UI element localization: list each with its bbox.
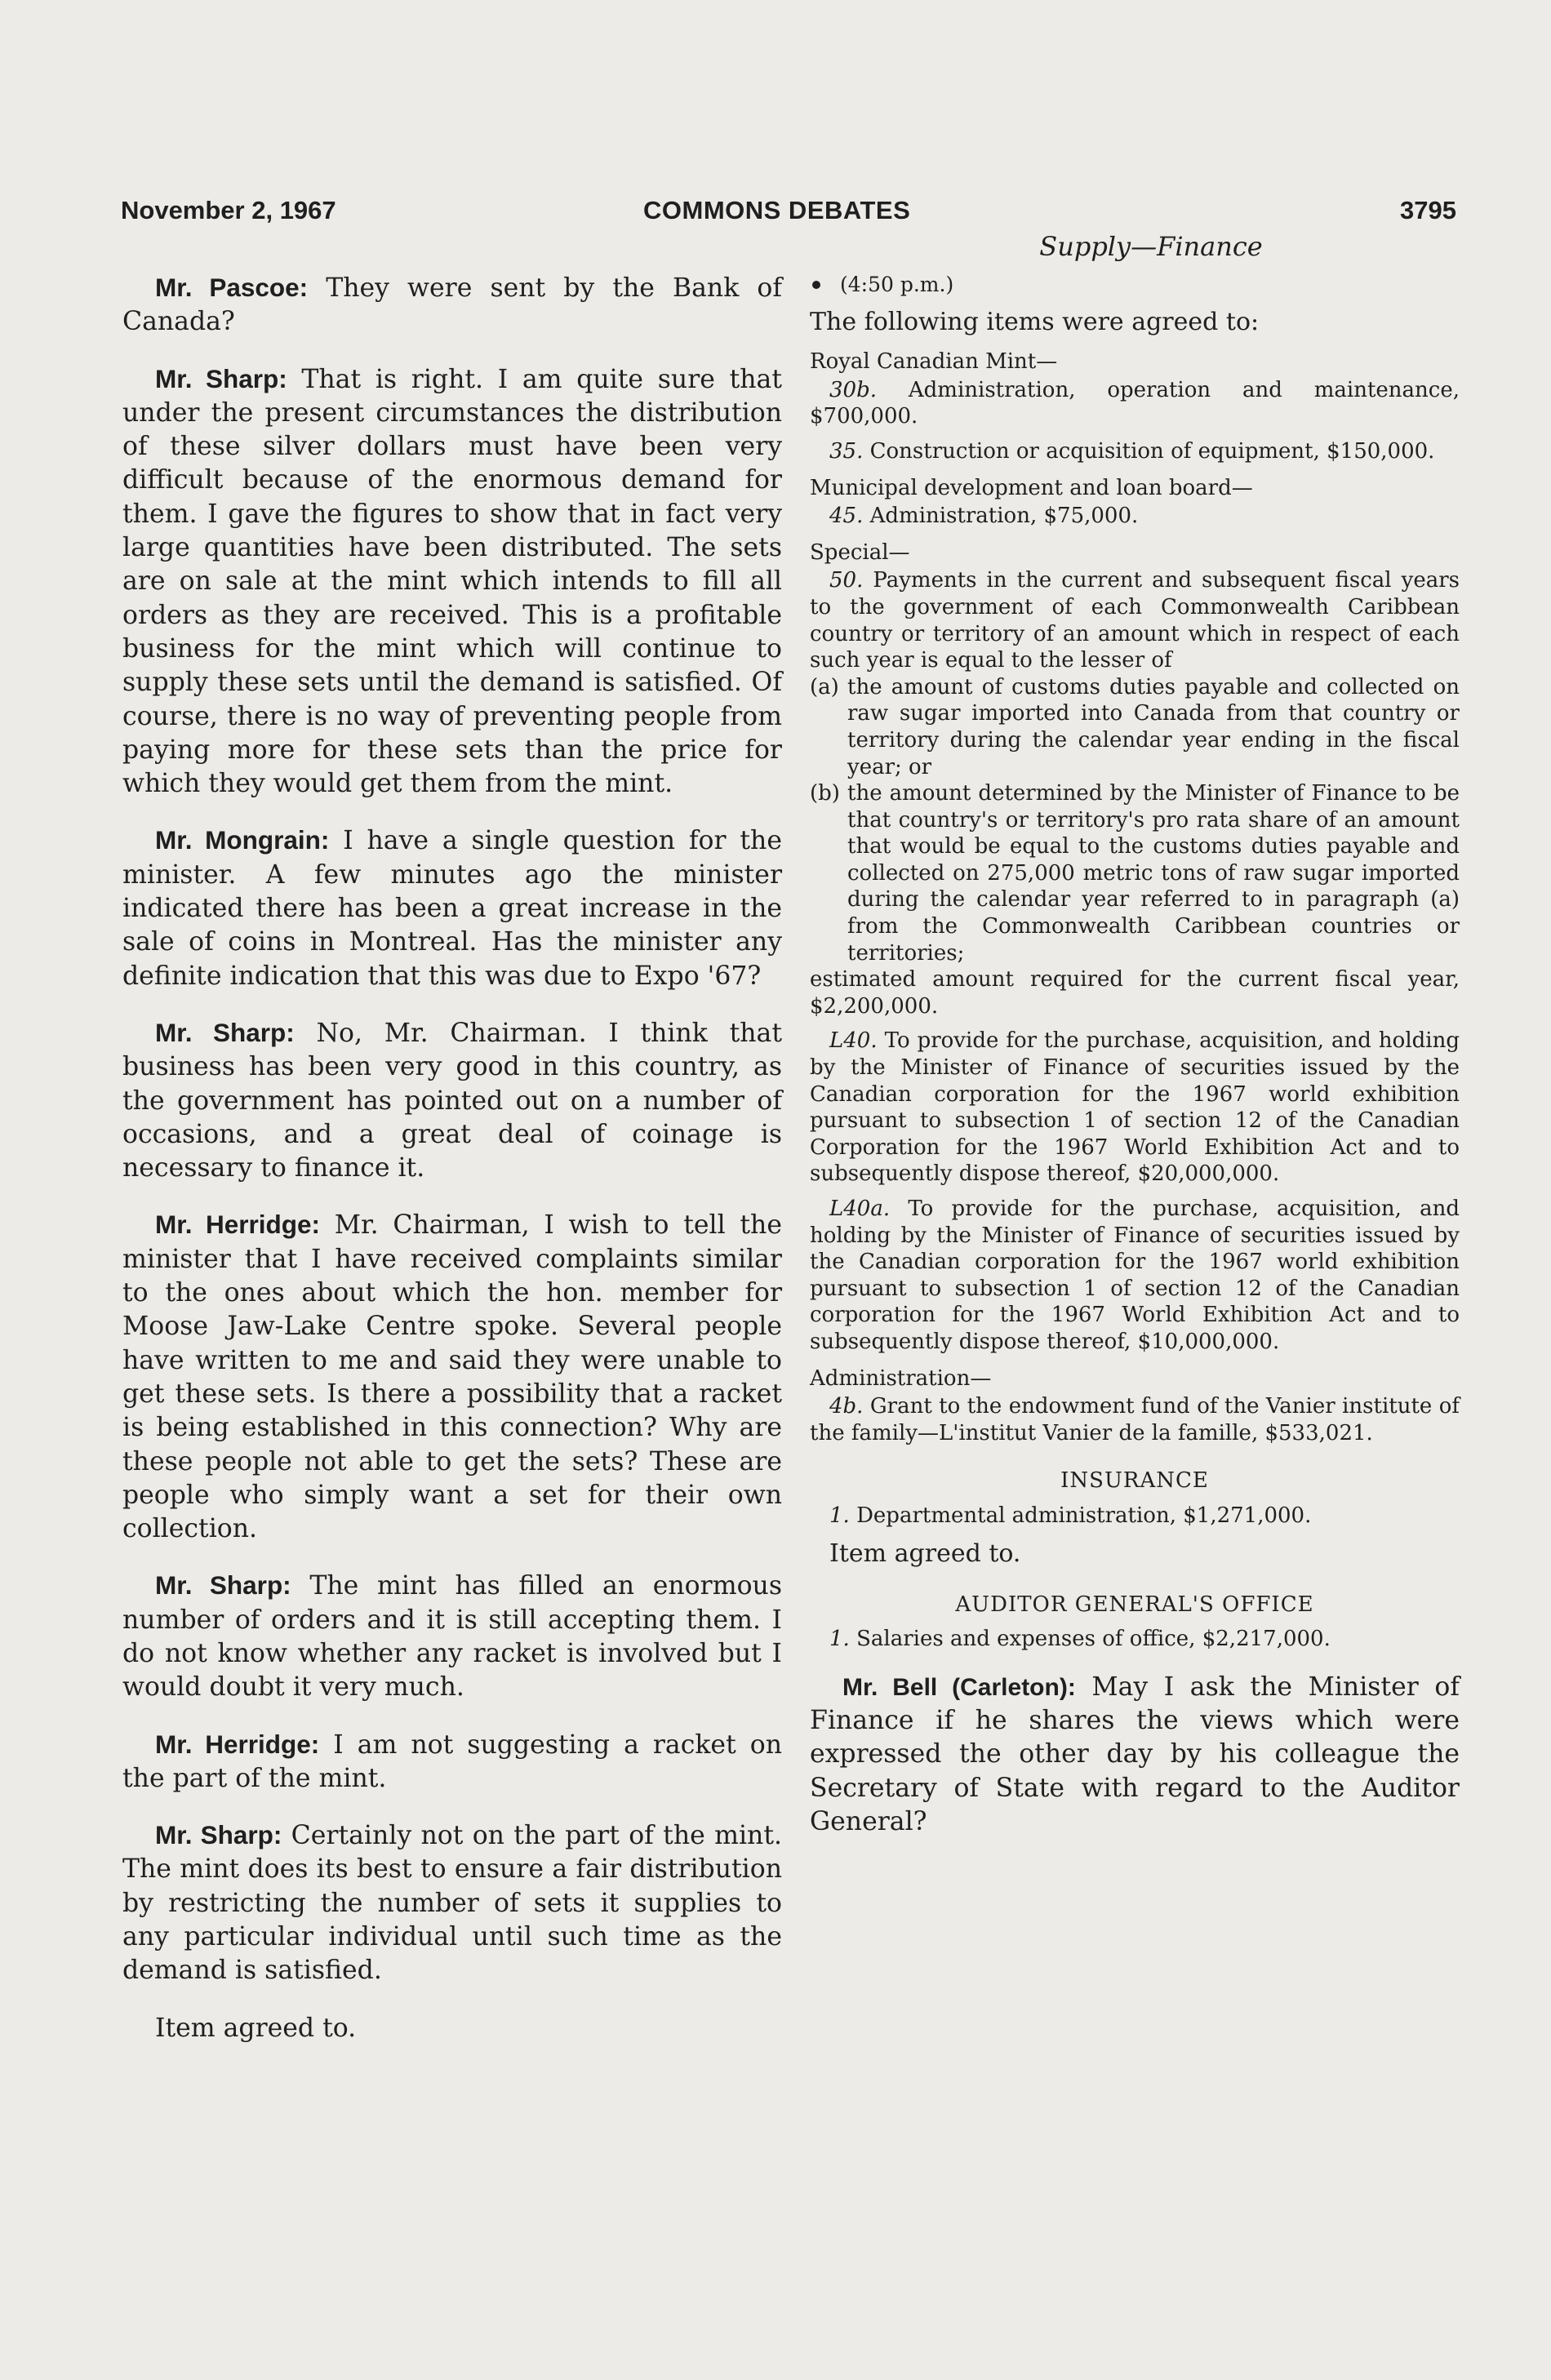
paragraph — [122, 271, 782, 340]
item-agreed-text: Item agreed to. — [155, 2013, 357, 2043]
vote-text: To provide for the purchase, acquisition, and holding by the Minister of Finance of securities issued by the Canadian corporation for the 1967 world exhibition pursuant to subsection 1 of section 12 of the Canadian corporation for the 1967 World Exhibition Act and to subsequently dispose thereof, $10,000,000. — [810, 1197, 1460, 1354]
vote-item — [810, 503, 1460, 530]
speaker-name: Mr. Sharp: — [155, 363, 287, 393]
vote-text: Departmental administration, $1,271,000. — [849, 1503, 1312, 1528]
auditor-heading: AUDITOR GENERAL'S OFFICE — [955, 1592, 1314, 1617]
speaker-name: Mr. Mongrain: — [155, 825, 330, 855]
header-publication: COMMONS DEBATES — [643, 196, 911, 224]
speech-text: I am not suggesting a racket on the part of the mint. — [122, 1729, 782, 1793]
paragraph — [122, 1569, 782, 1704]
speaker-name: Mr. Sharp: — [155, 1820, 282, 1850]
page-header — [121, 196, 1456, 235]
sub-text: the amount determined by the Minister of Finance to be that country's or territory's pro rata share of an amount that would be equal to the customs duties payable and collected on 275,000 metric tons of raw sugar imported during the calendar year referred to in paragraph (a) from the Commonwealth Caribbean countries or territories; — [847, 781, 1460, 966]
vote-number: 1. — [829, 1503, 850, 1528]
speech-text: I have a single question for the minister. A few minutes ago the minister indicated there has been a great increase in the sale of coins in Montreal. Has the minister any definite indication that this was due to Expo '67? — [122, 826, 782, 991]
estimate-text: estimated amount required for the current fiscal year, $2,200,000. — [810, 967, 1460, 1019]
vote-number: 35. — [829, 438, 864, 464]
vote-number: L40a. — [829, 1197, 891, 1221]
sub-text: the amount of customs duties payable and collected on raw sugar imported into Canada from that country or territory during the calendar year ending in the fiscal year; or — [847, 674, 1460, 779]
bullet-icon — [812, 281, 820, 289]
vote-text: Administration, $75,000. — [863, 504, 1139, 529]
paragraph — [810, 1671, 1460, 1839]
agreed-intro: The following items were agreed to: — [810, 308, 1260, 337]
right-column — [810, 233, 1460, 1839]
paragraph — [122, 824, 782, 992]
paragraph — [122, 1208, 782, 1546]
time-stamp — [810, 272, 1460, 299]
vote-number: 30b. — [829, 377, 877, 402]
time-text: (4:50 p.m.) — [840, 272, 954, 296]
speaker-name: Mr. Sharp: — [155, 1570, 291, 1601]
vote-item — [810, 1196, 1460, 1356]
item-agreed-text: Item agreed to. — [829, 1539, 1021, 1568]
paragraph — [122, 1728, 782, 1796]
administration-heading: Administration— — [810, 1365, 992, 1391]
speaker-name: Mr. Bell (Carleton): — [842, 1673, 1076, 1701]
speech-text: The mint has filled an enormous number of orders and it is still accepting them. I do not know whether any racket is involved but I would doubt it very much. — [122, 1571, 782, 1703]
sub-paragraph-b — [810, 780, 1460, 966]
paragraph — [122, 1016, 782, 1185]
vote-text: Grant to the endowment fund of the Vanier institute of the family—L'institut Vanier de la famille, $533,021. — [810, 1394, 1460, 1445]
speech-text: They were sent by the Bank of Canada? — [122, 273, 782, 337]
speaker-name: Mr. Pascoe: — [155, 273, 309, 302]
insurance-heading: INSURANCE — [1060, 1468, 1209, 1494]
speech-text: No, Mr. Chairman. I think that business has been very good in this country, as the government has pointed out on a number of occasions, and a great deal of coinage is necessary to finance it. — [122, 1018, 782, 1183]
vote-number: 45. — [829, 504, 864, 529]
vote-number: 1. — [829, 1627, 850, 1652]
mint-heading: Royal Canadian Mint— — [810, 349, 1058, 375]
speech-text: May I ask the Minister of Finance if he shares the views which were expressed the other day by his colleague the Secretary of State with regard to the Auditor General? — [810, 1672, 1460, 1836]
speech-text: Certainly not on the part of the mint. The mint does its best to ensure a fair distribution by restricting the number of sets it supplies to any particular individual until such time as the demand is satisfied. — [122, 1821, 782, 1986]
paragraph — [122, 362, 782, 801]
vote-number: 4b. — [829, 1394, 864, 1419]
sub-label: (b) — [810, 781, 840, 806]
vote-item — [810, 377, 1460, 430]
speaker-name: Mr. Herridge: — [155, 1210, 321, 1240]
vote-item — [810, 438, 1460, 465]
vote-item — [810, 567, 1460, 673]
paragraph — [122, 1818, 782, 1987]
vote-item — [810, 1626, 1460, 1653]
vote-item — [810, 1503, 1460, 1530]
vote-text: Salaries and expenses of office, $2,217,000. — [849, 1627, 1331, 1652]
header-page-number: 3795 — [1400, 196, 1456, 224]
special-heading: Special— — [810, 539, 910, 565]
vote-item — [810, 1028, 1460, 1188]
speaker-name: Mr. Sharp: — [155, 1017, 295, 1047]
vote-text: Construction or acquisition of equipment, $150,000. — [863, 438, 1435, 464]
speech-text: Mr. Chairman, I wish to tell the minister that I have received complaints similar to the ones about which the hon. member for Moose Jaw-Lake Centre spoke. Several people have written to me and said they were unable to get these sets. Is there a possibility that a racket is being established in this connection? Why are these people not able to get the sets? These are people who simply want a set for their own collection. — [122, 1210, 782, 1544]
vote-text: Payments in the current and subsequent fiscal years to the government of each Commonwealth Caribbean country or territory of an amount which in respect of each such year is equal to the lesser of — [810, 568, 1460, 673]
vote-text: To provide for the purchase, acquisition, and holding by the Minister of Finance of securities issued by the Canadian corporation for the 1967 world exhibition pursuant to subsection 1 of section 12 of the Canadian Corporation for the 1967 World Exhibition Act and to subsequently dispose thereof, $20,000,000. — [810, 1028, 1460, 1187]
left-column — [122, 271, 782, 2068]
sub-label: (a) — [810, 674, 839, 699]
speaker-name: Mr. Herridge: — [155, 1729, 320, 1759]
header-date: November 2, 1967 — [121, 196, 336, 224]
sub-paragraph-a — [810, 674, 1460, 780]
vote-number: L40. — [829, 1028, 878, 1054]
paragraph — [122, 2011, 782, 2045]
running-head: Supply—Finance — [1039, 231, 1263, 262]
vote-item — [810, 1393, 1460, 1446]
vote-text: Administration, operation and maintenance, $700,000. — [810, 377, 1460, 429]
speech-text: That is right. I am quite sure that under the present circumstances the distribution of these silver dollars must have been very difficult because of the enormous demand for them. I gave the figures to show that in fact very large quantities have been distributed. The sets are on sale at the mint which intends to fill all orders as they are received. This is a profitable business for the mint which will continue to supply these sets until the demand is satisfied. Of course, there is no way of preventing people from paying more for these sets than the price for which they would get them from the mint. — [122, 364, 782, 799]
vote-number: 50. — [829, 568, 864, 593]
municipal-heading: Municipal development and loan board— — [810, 475, 1253, 500]
